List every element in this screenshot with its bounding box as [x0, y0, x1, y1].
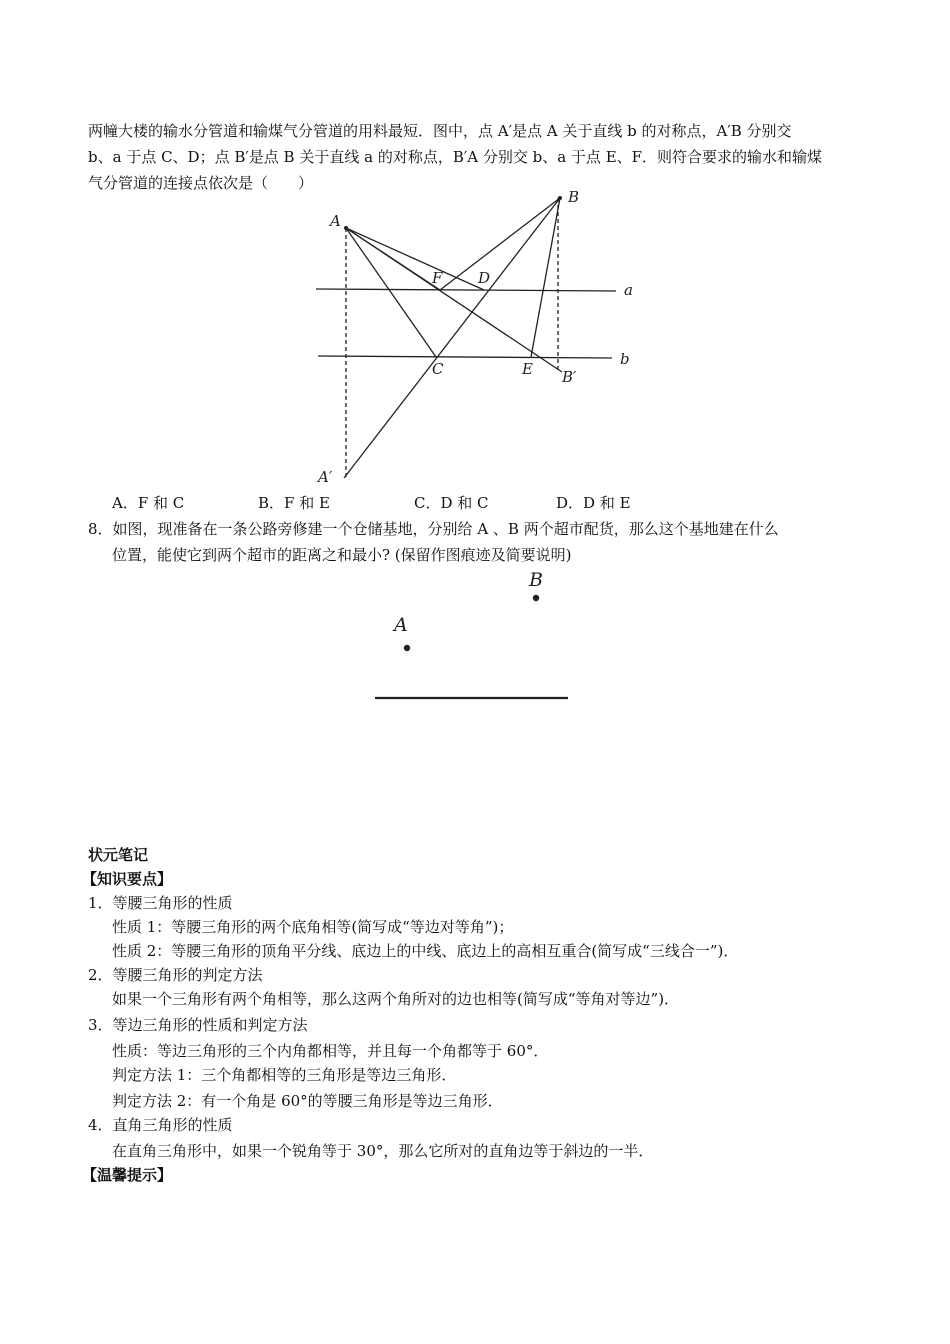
label-Bp: B′ — [562, 368, 577, 386]
segment-ApB — [344, 198, 560, 478]
intro-line-2: b、a 于点 C、D；点 B′是点 B 关于直线 a 的对称点，B′A 分别交 b、a 于点 E、F．则符合要求的输水和输煤 — [88, 148, 823, 166]
fig2-label-B: B — [529, 569, 543, 591]
note-item-4: 2．等腰三角形的判定方法 — [88, 966, 263, 984]
label-C: C — [432, 360, 444, 378]
point-B — [533, 595, 539, 601]
label-b: b — [620, 350, 630, 368]
key-points-heading: 【知识要点】 — [82, 870, 173, 888]
q8-line-2: 位置，能使它到两个超市的距离之和最小? (保留作图痕迹及简要说明) — [112, 546, 572, 564]
note-item-1: 1．等腰三角形的性质 — [88, 894, 233, 912]
geometry-figure-1 — [0, 0, 950, 500]
fig2-label-A: A — [394, 614, 408, 636]
intro-line-1: 两幢大楼的输水分管道和输煤气分管道的用料最短．图中，点 A′是点 A 关于直线 b 的对称点，A′B 分别交 — [88, 122, 792, 140]
note-item-8: 判定方法 1：三个角都相等的三角形是等边三角形． — [112, 1066, 457, 1084]
q8-line-1: 8．如图，现准备在一条公路旁修建一个仓储基地，分别给 A 、B 两个超市配货，那么这个基地建在什么 — [88, 520, 779, 538]
label-B: B — [568, 188, 580, 206]
note-item-11: 在直角三角形中，如果一个锐角等于 30°，那么它所对的直角边等于斜边的一半． — [112, 1142, 654, 1160]
note-item-3: 性质 2：等腰三角形的顶角平分线、底边上的中线、底边上的高相互重合(简写成“三线合一”)． — [112, 942, 739, 960]
label-A: A — [330, 212, 341, 230]
line-b — [318, 356, 612, 358]
note-item-2: 性质 1：等腰三角形的两个底角相等(简写成“等边对等角”)； — [112, 918, 514, 936]
note-item-5: 如果一个三角形有两个角相等，那么这两个角所对的边也相等(简写成“等角对等边”)． — [112, 990, 680, 1008]
label-E: E — [522, 360, 533, 378]
segment-EB — [531, 198, 560, 357]
geometry-figure-2 — [0, 560, 950, 720]
line-a — [316, 289, 616, 291]
label-Ap: A′ — [318, 468, 333, 486]
tips-heading: 【温馨提示】 — [82, 1166, 173, 1184]
option-b[interactable]: B．F 和 E — [258, 494, 330, 512]
option-c[interactable]: C．D 和 C — [414, 494, 489, 512]
note-item-6: 3．等边三角形的性质和判定方法 — [88, 1016, 308, 1034]
notes-title: 状元笔记 — [88, 846, 149, 864]
segment-AD — [346, 228, 484, 290]
segment-AE-Bp — [346, 228, 562, 372]
note-item-9: 判定方法 2：有一个角是 60°的等腰三角形是等边三角形． — [112, 1092, 503, 1110]
note-item-10: 4．直角三角形的性质 — [88, 1116, 233, 1134]
label-a: a — [624, 281, 633, 299]
segment-AC — [346, 228, 436, 357]
note-item-7: 性质：等边三角形的三个内角都相等，并且每一个角都等于 60°． — [112, 1042, 549, 1060]
option-a[interactable]: A．F 和 C — [112, 494, 185, 512]
intro-line-3: 气分管道的连接点依次是（ ） — [88, 174, 314, 192]
label-F: F — [432, 269, 443, 287]
point-A — [404, 645, 410, 651]
label-D: D — [478, 269, 491, 287]
option-d[interactable]: D．D 和 E — [556, 494, 631, 512]
